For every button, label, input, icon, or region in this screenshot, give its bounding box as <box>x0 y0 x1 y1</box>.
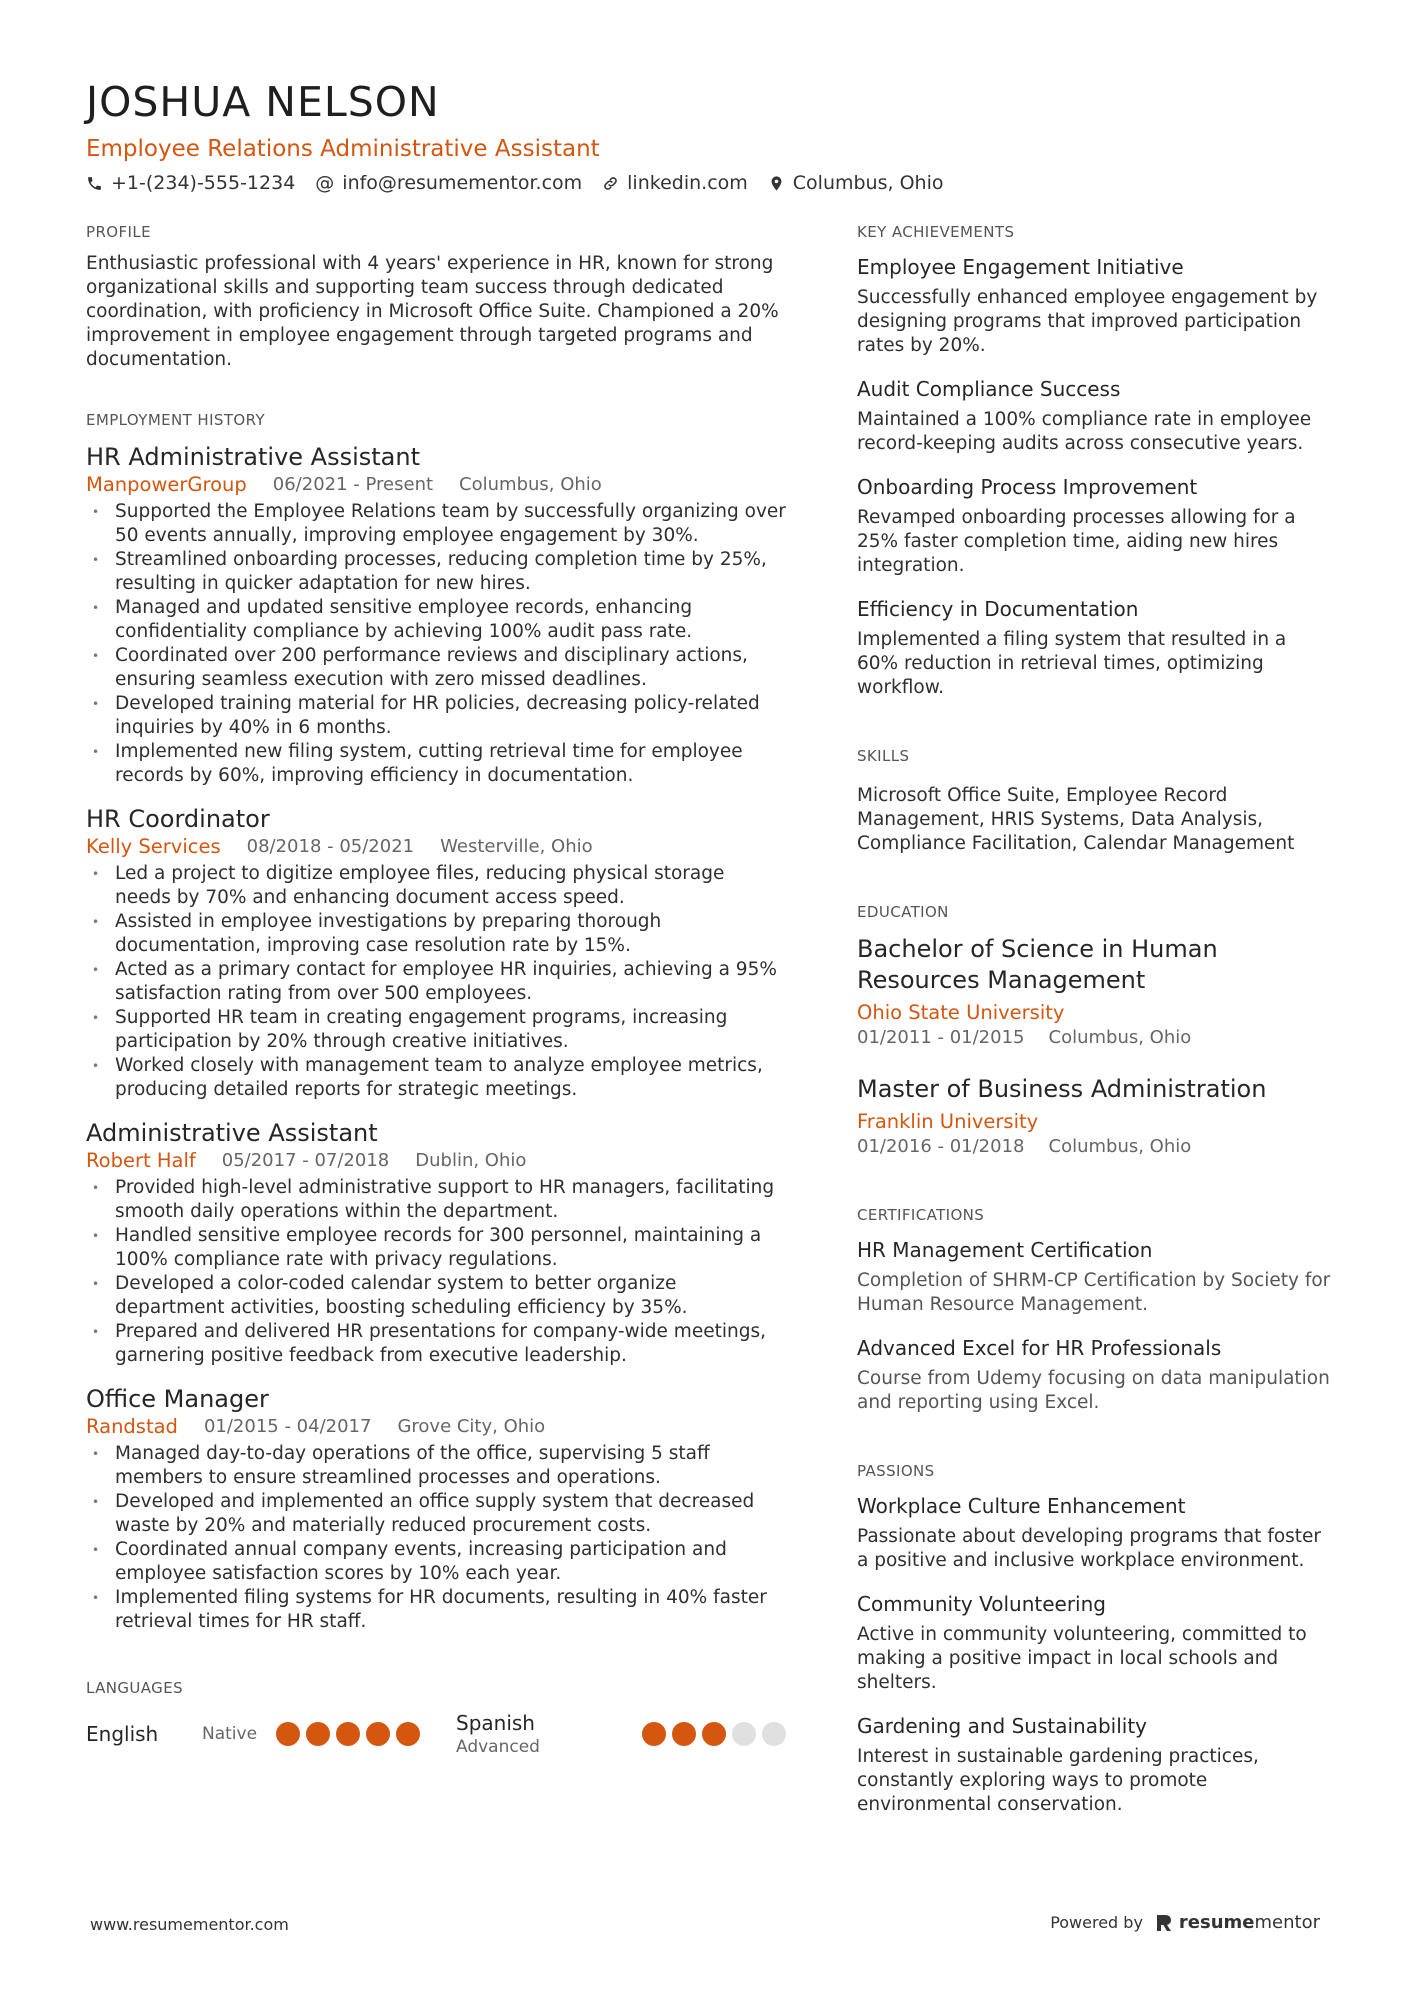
passion-desc: Passionate about developing programs that foster a positive and inclusive workplace environment. <box>857 1526 1322 1571</box>
education-location: Columbus, Ohio <box>1048 1027 1192 1048</box>
job-entry <box>86 442 786 788</box>
link-icon <box>602 175 619 192</box>
at-icon: @ <box>315 172 335 194</box>
skills-heading: SKILLS <box>857 747 910 765</box>
rating-dot-filled <box>366 1722 390 1746</box>
job-location: Dublin, Ohio <box>415 1150 527 1171</box>
education-dates: 01/2011 - 01/2015 <box>857 1027 1025 1048</box>
job-bullet: • Developed a color-coded calendar system to better organize department activities, boosting scheduling efficiency by 35%. <box>86 1272 786 1320</box>
profile-text: Enthusiastic professional with 4 years' experience in HR, known for strong organizational skills and supporting team success through dedicated coordination, with proficiency in Microsoft Office Suite. Championed a 20% improvement in employee engagement through targeted programs and documentation. <box>86 253 779 370</box>
achievement-item <box>857 474 1332 578</box>
education-degree: Bachelor of Science in Human Resources Management <box>857 935 1218 994</box>
job-title: HR Coordinator <box>86 805 270 833</box>
education-dates: 01/2016 - 01/2018 <box>857 1136 1025 1157</box>
resumementor-logo-icon <box>1155 1913 1173 1933</box>
passion-title: Gardening and Sustainability <box>857 1714 1147 1738</box>
job-bullets <box>86 1442 786 1634</box>
contact-linkedin[interactable] <box>602 170 748 196</box>
job-company: Robert Half <box>86 1149 196 1172</box>
language-rating <box>276 1722 420 1746</box>
job-bullet: • Implemented filing systems for HR documents, resulting in 40% faster retrieval times for HR staff. <box>86 1586 786 1634</box>
job-bullet: • Coordinated annual company events, increasing participation and employee satisfaction scores by 10% each year. <box>86 1538 786 1586</box>
linkedin-text: linkedin.com <box>627 172 748 194</box>
education-location: Columbus, Ohio <box>1048 1136 1192 1157</box>
languages-heading: LANGUAGES <box>86 1679 184 1697</box>
powered-by-text: Powered by <box>1050 1913 1143 1932</box>
brand-name-bold: resume <box>1178 1912 1255 1933</box>
achievement-desc: Implemented a filing system that resulted in a 60% reduction in retrieval times, optimizing workflow. <box>857 629 1287 698</box>
achievement-item <box>857 376 1332 456</box>
language-item <box>86 1710 456 1758</box>
job-location: Columbus, Ohio <box>459 474 602 495</box>
achievement-desc: Successfully enhanced employee engagement by designing programs that improved participation rates by 20%. <box>857 287 1318 356</box>
contact-phone[interactable] <box>86 170 295 196</box>
job-bullet: • Supported HR team in creating engagement programs, increasing participation by 20% through creative initiatives. <box>86 1006 786 1054</box>
job-company: Kelly Services <box>86 835 221 858</box>
achievement-title: Audit Compliance Success <box>857 377 1121 401</box>
job-meta <box>86 1415 786 1439</box>
job-dates: 05/2017 - 07/2018 <box>221 1150 390 1171</box>
job-bullet: • Acted as a primary contact for employee HR inquiries, achieving a 95% satisfaction rating from over 500 employees. <box>86 958 786 1006</box>
language-level: Advanced <box>456 1737 540 1757</box>
achievement-title: Onboarding Process Improvement <box>857 475 1198 499</box>
education-meta <box>857 1135 1332 1159</box>
job-bullet: • Assisted in employee investigations by preparing thorough documentation, improving case resolution rate by 15%. <box>86 910 786 958</box>
job-bullets <box>86 1176 786 1368</box>
education-heading: EDUCATION <box>857 903 949 921</box>
location-pin-icon <box>768 175 785 192</box>
job-location: Grove City, Ohio <box>397 1416 546 1437</box>
languages-list <box>86 1710 786 1758</box>
rating-dot-empty <box>762 1722 786 1746</box>
achievements-heading: KEY ACHIEVEMENTS <box>857 223 1015 241</box>
rating-dot-filled <box>702 1722 726 1746</box>
passion-desc: Interest in sustainable gardening practices, constantly exploring ways to promote environmental conservation. <box>857 1746 1259 1815</box>
job-bullet: • Managed day-to-day operations of the office, supervising 5 staff members to ensure streamlined processes and operations. <box>86 1442 786 1490</box>
certification-desc: Course from Udemy focusing on data manipulation and reporting using Excel. <box>857 1368 1330 1413</box>
brand-name-light: mentor <box>1254 1912 1320 1933</box>
candidate-title: Employee Relations Administrative Assistant <box>86 136 600 162</box>
right-column <box>857 222 1332 1817</box>
language-item <box>456 1710 786 1758</box>
contact-email[interactable] <box>315 170 582 196</box>
job-entry <box>86 804 786 1102</box>
education-item <box>857 934 1332 1050</box>
job-meta <box>86 1149 786 1173</box>
language-label-group <box>456 1710 642 1758</box>
job-bullet: • Worked closely with management team to analyze employee metrics, producing detailed reports for strategic meetings. <box>86 1054 786 1102</box>
footer-url[interactable]: www.resumementor.com <box>90 1915 289 1934</box>
footer-brand <box>1050 1912 1320 1933</box>
language-name: English <box>86 1722 159 1746</box>
job-meta <box>86 473 786 497</box>
achievement-item <box>857 254 1332 358</box>
phone-text: +1-(234)-555-1234 <box>111 172 296 194</box>
achievement-item <box>857 596 1332 700</box>
profile-heading: PROFILE <box>86 223 151 241</box>
passion-item <box>857 1591 1332 1695</box>
contact-location <box>768 170 944 196</box>
achievement-desc: Revamped onboarding processes allowing for a 25% faster completion time, aiding new hires integration. <box>857 507 1296 576</box>
job-bullet: • Streamlined onboarding processes, reducing completion time by 25%, resulting in quicker adaptation for new hires. <box>86 548 786 596</box>
location-text: Columbus, Ohio <box>792 172 944 194</box>
achievement-title: Employee Engagement Initiative <box>857 255 1184 279</box>
language-name: Spanish <box>456 1711 535 1735</box>
rating-dot-filled <box>336 1722 360 1746</box>
rating-dot-filled <box>642 1722 666 1746</box>
job-bullet: • Prepared and delivered HR presentations for company-wide meetings, garnering positive feedback from executive leadership. <box>86 1320 786 1368</box>
rating-dot-filled <box>396 1722 420 1746</box>
job-bullets <box>86 862 786 1102</box>
job-bullet: • Supported the Employee Relations team by successfully organizing over 50 events annually, improving employee engagement by 30%. <box>86 500 786 548</box>
certification-title: HR Management Certification <box>857 1238 1153 1262</box>
job-bullet: • Developed and implemented an office supply system that decreased waste by 20% and materially reduced procurement costs. <box>86 1490 786 1538</box>
education-school: Franklin University <box>857 1110 1039 1133</box>
job-bullet: • Provided high-level administrative support to HR managers, facilitating smooth daily operations within the department. <box>86 1176 786 1224</box>
passion-desc: Active in community volunteering, committed to making a positive impact in local schools and shelters. <box>857 1624 1307 1693</box>
job-title: HR Administrative Assistant <box>86 443 421 471</box>
job-title: Administrative Assistant <box>86 1119 378 1147</box>
job-bullet: • Developed training material for HR policies, decreasing policy-related inquiries by 40% in 6 months. <box>86 692 786 740</box>
rating-dot-filled <box>672 1722 696 1746</box>
job-dates: 08/2018 - 05/2021 <box>246 836 415 857</box>
job-company: ManpowerGroup <box>86 473 247 496</box>
job-title: Office Manager <box>86 1385 269 1413</box>
email-text: info@resumementor.com <box>342 172 583 194</box>
certification-title: Advanced Excel for HR Professionals <box>857 1336 1222 1360</box>
brand-logo[interactable] <box>1155 1912 1320 1933</box>
certification-item <box>857 1335 1332 1415</box>
job-dates: 06/2021 - Present <box>272 474 434 495</box>
job-bullet: • Led a project to digitize employee files, reducing physical storage needs by 70% and enhancing document access speed. <box>86 862 786 910</box>
employment-heading: EMPLOYMENT HISTORY <box>86 411 266 429</box>
certification-item <box>857 1237 1332 1317</box>
job-entry <box>86 1384 786 1634</box>
job-dates: 01/2015 - 04/2017 <box>203 1416 372 1437</box>
education-degree: Master of Business Administration <box>857 1075 1267 1103</box>
rating-dot-filled <box>276 1722 300 1746</box>
job-company: Randstad <box>86 1415 178 1438</box>
passion-title: Workplace Culture Enhancement <box>857 1494 1186 1518</box>
job-meta <box>86 835 786 859</box>
language-rating <box>642 1722 786 1746</box>
passion-title: Community Volunteering <box>857 1592 1106 1616</box>
job-bullet: • Handled sensitive employee records for 300 personnel, maintaining a 100% compliance rate with privacy regulations. <box>86 1224 786 1272</box>
education-school: Ohio State University <box>857 1001 1065 1024</box>
skills-text: Microsoft Office Suite, Employee Record Management, HRIS Systems, Data Analysis, Compliance Facilitation, Calendar Management <box>857 785 1295 854</box>
job-location: Westerville, Ohio <box>440 836 593 857</box>
achievement-desc: Maintained a 100% compliance rate in employee record-keeping audits across consecutive years. <box>857 409 1312 454</box>
candidate-name: JOSHUA NELSON <box>86 78 440 126</box>
resume-header <box>86 78 1326 196</box>
passions-heading: PASSIONS <box>857 1462 935 1480</box>
passion-item <box>857 1713 1332 1817</box>
education-item <box>857 1074 1332 1159</box>
job-bullet: • Managed and updated sensitive employee records, enhancing confidentiality compliance by achieving 100% audit pass rate. <box>86 596 786 644</box>
education-meta <box>857 1026 1332 1050</box>
achievement-title: Efficiency in Documentation <box>857 597 1139 621</box>
rating-dot-filled <box>306 1722 330 1746</box>
certifications-heading: CERTIFICATIONS <box>857 1206 985 1224</box>
contact-bar <box>86 170 1326 196</box>
job-bullet: • Coordinated over 200 performance reviews and disciplinary actions, ensuring seamless execution with zero missed deadlines. <box>86 644 786 692</box>
certification-desc: Completion of SHRM-CP Certification by Society for Human Resource Management. <box>857 1270 1331 1315</box>
phone-icon <box>86 175 103 192</box>
passion-item <box>857 1493 1332 1573</box>
job-bullets <box>86 500 786 788</box>
language-level: Native <box>202 1724 258 1744</box>
job-entry <box>86 1118 786 1368</box>
job-bullet: • Implemented new filing system, cutting retrieval time for employee records by 60%, improving efficiency in documentation. <box>86 740 786 788</box>
rating-dot-empty <box>732 1722 756 1746</box>
left-column <box>86 222 786 1758</box>
